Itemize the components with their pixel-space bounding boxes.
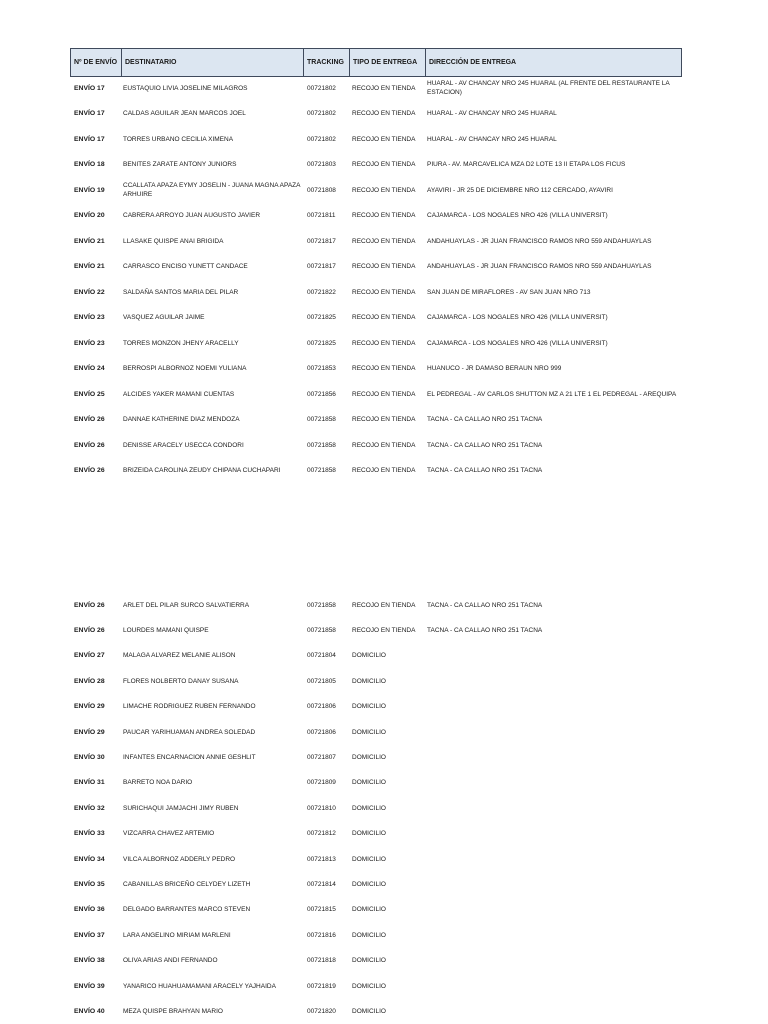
shipment-number: ENVÍO 22 xyxy=(74,288,105,296)
table-row xyxy=(70,846,682,872)
tracking-code: 00721805 xyxy=(307,677,336,685)
table-row xyxy=(70,381,682,407)
recipient-name: ALCIDES YAKER MAMANI CUENTAS xyxy=(123,390,235,398)
table-row xyxy=(70,897,682,923)
table-row xyxy=(70,101,682,127)
recipient-name: SURICHAQUI JAMJACHI JIMY RUBEN xyxy=(123,804,239,812)
recipient-name: CABRERA ARROYO JUAN AUGUSTO JAVIER xyxy=(123,212,261,219)
table-row xyxy=(70,279,682,305)
delivery-address: TACNA - CA CALLAO NRO 251 TACNA xyxy=(427,601,543,609)
delivery-type: RECOJO EN TIENDA xyxy=(352,314,416,321)
recipient-name: LARA ANGELINO MIRIAM MARLENI xyxy=(123,931,231,939)
recipient-name: EUSTAQUIO LIVIA JOSELINE MILAGROS xyxy=(123,84,248,92)
shipment-number: ENVÍO 37 xyxy=(74,931,105,939)
table-row xyxy=(70,668,682,694)
shipment-number: ENVÍO 31 xyxy=(74,779,105,787)
tracking-code: 00721802 xyxy=(307,110,336,117)
delivery-address: PIURA - AV. MARCAVELICA MZA D2 LOTE 13 II ETAPA LOS FICUS xyxy=(427,161,626,168)
delivery-type: RECOJO EN TIENDA xyxy=(352,441,416,449)
tracking-code: 00721807 xyxy=(307,753,336,761)
tracking-code: 00721858 xyxy=(307,467,336,474)
delivery-type: RECOJO EN TIENDA xyxy=(352,110,416,117)
shipment-number: ENVÍO 26 xyxy=(74,601,105,609)
tracking-code: 00721825 xyxy=(307,314,336,321)
table-row xyxy=(70,770,682,796)
table-row xyxy=(70,973,682,999)
tracking-code: 00721814 xyxy=(307,880,336,888)
tracking-code: 00721806 xyxy=(307,703,336,711)
shipment-number: ENVÍO 40 xyxy=(74,1007,105,1015)
delivery-type: RECOJO EN TIENDA xyxy=(352,601,416,609)
delivery-type: RECOJO EN TIENDA xyxy=(352,237,416,245)
shipment-number: ENVÍO 27 xyxy=(74,652,105,660)
delivery-address: EL PEDREGAL - AV CARLOS SHUTTON MZ A 21 LTE 1 EL PEDREGAL - AREQUIPA xyxy=(427,390,677,398)
delivery-type: DOMICILIO xyxy=(352,957,386,965)
recipient-name: VIZCARRA CHAVEZ ARTEMIO xyxy=(123,830,215,838)
shipment-number: ENVÍO 26 xyxy=(74,416,105,423)
recipient-name: LIMACHE RODRIGUEZ RUBEN FERNANDO xyxy=(123,703,256,711)
delivery-address: TACNA - CA CALLAO NRO 251 TACNA xyxy=(427,416,543,423)
recipient-name: MALAGA ALVAREZ MELANIE ALISON xyxy=(123,652,236,660)
tracking-code: 00721812 xyxy=(307,830,336,838)
delivery-type: DOMICILIO xyxy=(352,931,386,939)
delivery-address xyxy=(427,871,679,897)
table-row xyxy=(70,948,682,974)
header-envio: Nº DE ENVÍO xyxy=(74,59,118,66)
recipient-name: TORRES MONZON JHENY ARACELLY xyxy=(123,339,239,347)
delivery-address xyxy=(427,719,679,745)
delivery-address: HUARAL - AV CHANCAY NRO 245 HUARAL xyxy=(427,135,557,143)
recipient-name: CARRASCO ENCISO YUNETT CANDACE xyxy=(123,263,248,270)
recipient-name: INFANTES ENCARNACION ANNIE GESHLIT xyxy=(123,753,256,761)
table-row xyxy=(70,821,682,847)
shipment-number: ENVÍO 23 xyxy=(74,314,105,321)
shipment-number: ENVÍO 26 xyxy=(74,441,105,449)
delivery-address: SAN JUAN DE MIRAFLORES - AV SAN JUAN NRO 713 xyxy=(427,288,591,296)
tracking-code: 00721819 xyxy=(307,982,336,990)
recipient-name: VILCA ALBORNOZ ADDERLY PEDRO xyxy=(123,855,236,863)
shipment-number: ENVÍO 17 xyxy=(74,110,105,117)
shipment-number: ENVÍO 17 xyxy=(74,84,105,92)
delivery-type: DOMICILIO xyxy=(352,855,386,863)
shipment-number: ENVÍO 19 xyxy=(74,186,105,194)
delivery-type: DOMICILIO xyxy=(352,677,386,685)
tracking-code: 00721858 xyxy=(307,416,336,423)
delivery-type: DOMICILIO xyxy=(352,779,386,787)
tracking-code: 00721856 xyxy=(307,390,336,398)
delivery-address: HUANUCO - JR DAMASO BERAUN NRO 999 xyxy=(427,365,562,372)
tracking-code: 00721853 xyxy=(307,365,336,372)
delivery-type: RECOJO EN TIENDA xyxy=(352,84,416,92)
delivery-type: RECOJO EN TIENDA xyxy=(352,339,416,347)
delivery-type: RECOJO EN TIENDA xyxy=(352,416,416,423)
delivery-address xyxy=(427,770,679,796)
shipment-number: ENVÍO 18 xyxy=(74,161,105,168)
table-row xyxy=(70,744,682,770)
delivery-address xyxy=(427,694,679,720)
tracking-code: 00721815 xyxy=(307,906,336,914)
delivery-type: RECOJO EN TIENDA xyxy=(352,288,416,296)
table-row xyxy=(70,152,682,178)
shipment-number: ENVÍO 39 xyxy=(74,982,105,990)
tracking-code: 00721818 xyxy=(307,957,336,965)
shipment-number: ENVÍO 33 xyxy=(74,830,105,838)
delivery-address xyxy=(427,998,679,1024)
delivery-address: ANDAHUAYLAS - JR JUAN FRANCISCO RAMOS NRO 559 ANDAHUAYLAS xyxy=(427,263,652,270)
table-row xyxy=(70,177,682,203)
delivery-address xyxy=(427,922,679,948)
table-row xyxy=(70,998,682,1024)
delivery-address xyxy=(427,744,679,770)
delivery-type: RECOJO EN TIENDA xyxy=(352,212,416,219)
delivery-type: RECOJO EN TIENDA xyxy=(352,186,416,194)
delivery-address: AYAVIRI - JR 25 DE DICIEMBRE NRO 112 CERCADO, AYAVIRI xyxy=(427,186,613,194)
delivery-address xyxy=(427,897,679,923)
delivery-address xyxy=(427,973,679,999)
recipient-name: BENITES ZARATE ANTONY JUNIORS xyxy=(123,161,237,168)
shipment-number: ENVÍO 29 xyxy=(74,703,105,711)
tracking-code: 00721825 xyxy=(307,339,336,347)
tracking-code: 00721817 xyxy=(307,263,336,270)
delivery-address: TACNA - CA CALLAO NRO 251 TACNA xyxy=(427,441,543,449)
delivery-address xyxy=(427,795,679,821)
table-row xyxy=(70,617,682,643)
shipment-number: ENVÍO 21 xyxy=(74,237,105,245)
shipment-number: ENVÍO 26 xyxy=(74,626,105,634)
table-header xyxy=(70,48,682,77)
shipment-number: ENVÍO 23 xyxy=(74,339,105,347)
tracking-code: 00721813 xyxy=(307,855,336,863)
delivery-type: DOMICILIO xyxy=(352,830,386,838)
table-row xyxy=(70,432,682,458)
recipient-name: OLIVA ARIAS ANDI FERNANDO xyxy=(123,957,218,965)
table-row xyxy=(70,228,682,254)
shipment-number: ENVÍO 28 xyxy=(74,677,105,685)
table-row xyxy=(70,458,682,484)
shipment-number: ENVÍO 35 xyxy=(74,880,105,888)
recipient-name: DANNAE KATHERINE DIAZ MENDOZA xyxy=(123,416,240,423)
delivery-address xyxy=(427,821,679,847)
delivery-type: RECOJO EN TIENDA xyxy=(352,135,416,143)
delivery-type: RECOJO EN TIENDA xyxy=(352,390,416,398)
delivery-address: HUARAL - AV CHANCAY NRO 245 HUARAL xyxy=(427,110,557,117)
delivery-type: DOMICILIO xyxy=(352,703,386,711)
table-row xyxy=(70,719,682,745)
tracking-code: 00721808 xyxy=(307,186,336,194)
tracking-code: 00721802 xyxy=(307,135,336,143)
delivery-address: CAJAMARCA - LOS NOGALES NRO 426 (VILLA UNIVERSIT) xyxy=(427,314,608,321)
shipment-number: ENVÍO 30 xyxy=(74,753,105,761)
delivery-type: DOMICILIO xyxy=(352,1007,386,1015)
table-row xyxy=(70,922,682,948)
delivery-type: DOMICILIO xyxy=(352,728,386,736)
tracking-code: 00721806 xyxy=(307,728,336,736)
delivery-type: RECOJO EN TIENDA xyxy=(352,263,416,270)
tracking-code: 00721804 xyxy=(307,652,336,660)
delivery-address: TACNA - CA CALLAO NRO 251 TACNA xyxy=(427,626,543,634)
recipient-name: DENISSE ARACELY USECCA CONDORI xyxy=(123,441,244,449)
table-row xyxy=(70,254,682,280)
recipient-name: PAUCAR YARIHUAMAN ANDREA SOLEDAD xyxy=(123,728,256,736)
delivery-type: DOMICILIO xyxy=(352,880,386,888)
delivery-type: DOMICILIO xyxy=(352,906,386,914)
delivery-address: ANDAHUAYLAS - JR JUAN FRANCISCO RAMOS NRO 559 ANDAHUAYLAS xyxy=(427,237,652,245)
tracking-code: 00721810 xyxy=(307,804,336,812)
table-row xyxy=(70,356,682,382)
table-row xyxy=(70,203,682,229)
table-row xyxy=(70,330,682,356)
delivery-address xyxy=(427,846,679,872)
recipient-name: SALDAÑA SANTOS MARIA DEL PILAR xyxy=(123,288,239,296)
header-direccion: DIRECCIÓN DE ENTREGA xyxy=(425,49,681,76)
shipment-number: ENVÍO 20 xyxy=(74,212,105,219)
shipment-number: ENVÍO 26 xyxy=(74,467,105,474)
shipment-number: ENVÍO 25 xyxy=(74,390,105,398)
tracking-code: 00721802 xyxy=(307,84,336,92)
tracking-code: 00721809 xyxy=(307,779,336,787)
shipment-number: ENVÍO 32 xyxy=(74,804,105,812)
tracking-code: 00721822 xyxy=(307,288,336,296)
tracking-code: 00721816 xyxy=(307,931,336,939)
shipment-number: ENVÍO 17 xyxy=(74,135,105,143)
header-destinatario: DESTINATARIO xyxy=(121,49,303,76)
delivery-type: DOMICILIO xyxy=(352,804,386,812)
table-row xyxy=(70,126,682,152)
table-row xyxy=(70,795,682,821)
delivery-type: DOMICILIO xyxy=(352,982,386,990)
table-row xyxy=(70,407,682,433)
delivery-type: RECOJO EN TIENDA xyxy=(352,467,416,474)
delivery-type: DOMICILIO xyxy=(352,753,386,761)
table-row xyxy=(70,592,682,618)
tracking-code: 00721803 xyxy=(307,161,336,168)
recipient-name: VASQUEZ AGUILAR JAIME xyxy=(123,314,205,321)
recipient-name: CABANILLAS BRICEÑO CELYDEY LIZETH xyxy=(123,880,251,888)
table-row xyxy=(70,694,682,720)
recipient-name: ARLET DEL PILAR SURCO SALVATIERRA xyxy=(123,601,250,609)
delivery-address xyxy=(427,643,679,669)
shipment-number: ENVÍO 34 xyxy=(74,855,105,863)
recipient-name: CCALLATA APAZA EYMY JOSELIN - JUANA MAGNA APAZA ARHUIRE xyxy=(123,182,301,198)
delivery-address xyxy=(427,948,679,974)
delivery-type: DOMICILIO xyxy=(352,652,386,660)
tracking-code: 00721858 xyxy=(307,441,336,449)
tracking-code: 00721858 xyxy=(307,601,336,609)
delivery-address xyxy=(427,668,679,694)
recipient-name: YANARICO HUAHUAMAMANI ARACELY YAJHAIDA xyxy=(123,982,276,990)
delivery-address: CAJAMARCA - LOS NOGALES NRO 426 (VILLA UNIVERSIT) xyxy=(427,212,608,219)
tracking-code: 00721858 xyxy=(307,626,336,634)
shipment-number: ENVÍO 21 xyxy=(74,263,105,270)
recipient-name: LOURDES MAMANI QUISPE xyxy=(123,626,209,634)
delivery-type: RECOJO EN TIENDA xyxy=(352,161,416,168)
delivery-address: TACNA - CA CALLAO NRO 251 TACNA xyxy=(427,467,543,474)
shipment-number: ENVÍO 24 xyxy=(74,365,105,372)
recipient-name: TORRES URBANO CECILIA XIMENA xyxy=(123,135,234,143)
delivery-address: HUARAL - AV CHANCAY NRO 245 HUARAL (AL FRENTE DEL RESTAURANTE LA ESTACION) xyxy=(427,80,670,96)
recipient-name: FLORES NOLBERTO DANAY SUSANA xyxy=(123,677,239,685)
tracking-code: 00721817 xyxy=(307,237,336,245)
header-tipo-entrega: TIPO DE ENTREGA xyxy=(349,49,425,76)
recipient-name: LLASAKE QUISPE ANAI BRIGIDA xyxy=(123,237,224,245)
shipment-number: ENVÍO 38 xyxy=(74,957,105,965)
delivery-type: RECOJO EN TIENDA xyxy=(352,626,416,634)
tracking-code: 00721811 xyxy=(307,212,336,219)
table-row xyxy=(70,75,682,101)
table-row xyxy=(70,643,682,669)
table-row xyxy=(70,305,682,331)
recipient-name: CALDAS AGUILAR JEAN MARCOS JOEL xyxy=(123,110,246,117)
tracking-code: 00721820 xyxy=(307,1007,336,1015)
delivery-address: CAJAMARCA - LOS NOGALES NRO 426 (VILLA UNIVERSIT) xyxy=(427,339,608,347)
recipient-name: DELGADO BARRANTES MARCO STEVEN xyxy=(123,906,251,914)
shipment-number: ENVÍO 29 xyxy=(74,728,105,736)
table-row xyxy=(70,871,682,897)
recipient-name: BRIZEIDA CAROLINA ZEUDY CHIPANA CUCHAPARI xyxy=(123,467,281,474)
header-tracking: TRACKING xyxy=(303,49,349,76)
delivery-type: RECOJO EN TIENDA xyxy=(352,365,416,372)
recipient-name: MEZA QUISPE BRAHYAN MARIO xyxy=(123,1007,223,1015)
shipment-number: ENVÍO 36 xyxy=(74,906,105,914)
recipient-name: BERROSPI ALBORNOZ NOEMI YULIANA xyxy=(123,365,247,372)
recipient-name: BARRETO NOA DARIO xyxy=(123,779,193,787)
